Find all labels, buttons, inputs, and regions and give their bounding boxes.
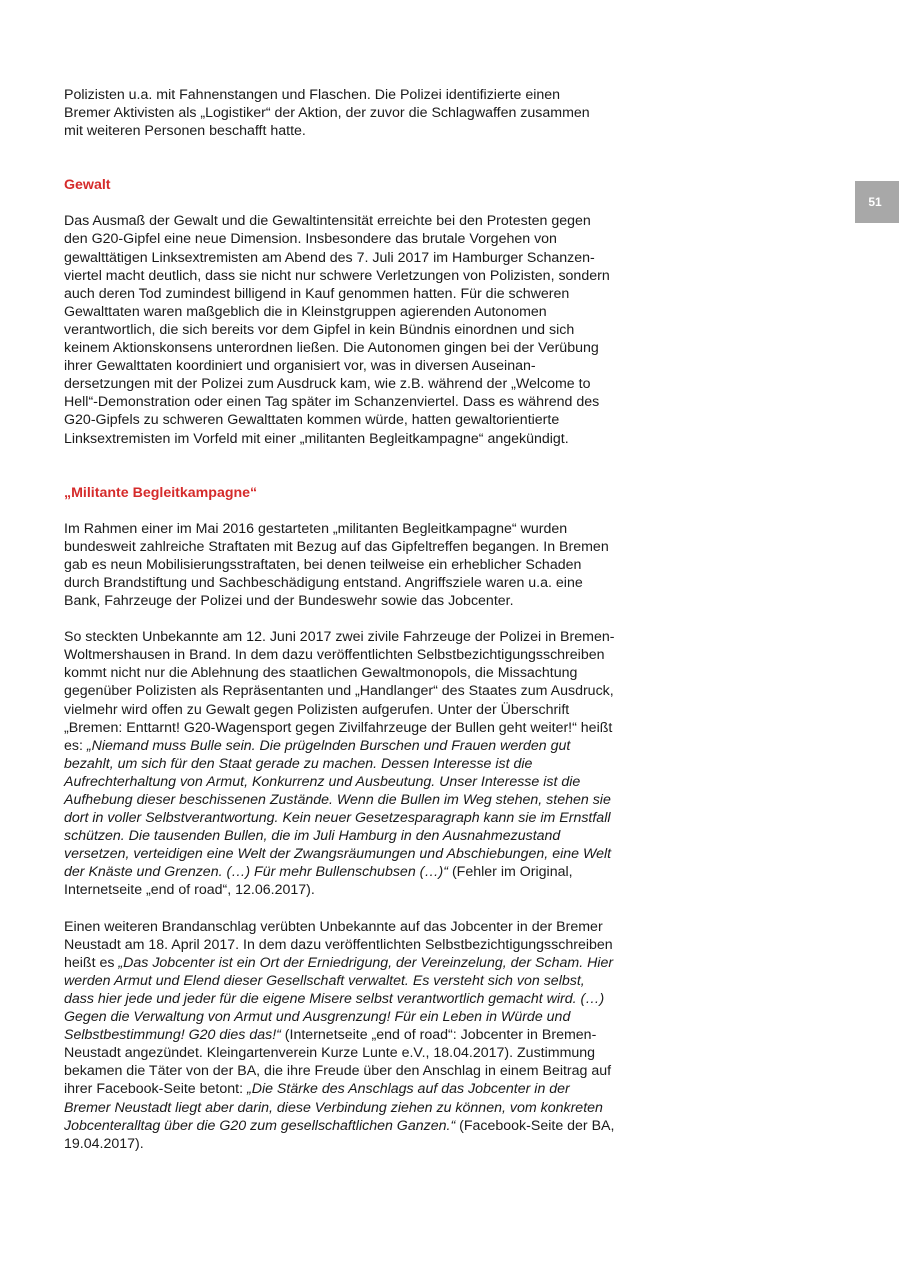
- page-number-tab: [855, 181, 899, 223]
- intro-paragraph: [64, 86, 616, 140]
- quote-segment: „Das Jobcenter ist ein Ort der Erniedrigung, der Vereinzelung, der Scham. Hier werden Armut und Elend dieser Gesellschaft verwaltet. Es versteht sich von selbst, dass hier jede und jeder für die eigene Misere selbst verantwortlich gemacht wird. (…) Gegen die Verwaltung von Armut und Ausgrenzung! Für ein Leben in Würde und Selbstbestimmung! G20 dies das!“: [64, 954, 614, 1044]
- intro-line: mit weiteren Personen beschafft hatte.: [64, 123, 306, 140]
- section-heading-gewalt: Gewalt: [64, 177, 111, 194]
- document-body: [64, 86, 616, 1153]
- section-heading-kampagne: „Militante Begleitkampagne“: [64, 484, 258, 501]
- quote-segment: „Niemand muss Bulle sein. Die prügelnden Burschen und Frauen werden gut bezahlt, um sich für den Staat gerade zu machen. Dessen Interesse ist die Aufrechterhaltung von Armut, Konkurrenz und Ausbeutung. Unser Interesse ist die Aufhebung dieser beschissenen Zustände. Wenn die Bullen im Weg stehen, stehen sie dort in voller Selbstverantwortung. Kein neuer Gesetzesparagraph kann sie im Ernstfall schützen. Die tausenden Bullen, die im Juli Hamburg in den Ausnahmezustand versetzen, verteidigen eine Welt der Zwangsräumungen und Abschiebungen, eine Welt der Knäste und Grenzen. (…) Für mehr Bullenschubsen (…)“: [64, 737, 612, 881]
- kampagne-paragraph-3: [64, 918, 616, 1153]
- page-number: 51: [868, 195, 882, 209]
- paragraph-segment: (Facebook-Seite der BA, 19.04.2017).: [64, 1117, 615, 1152]
- paragraph-segment: So steckten Unbekannte am 12. Juni 2017 zwei zivile Fahrzeuge der Polizei in Bremen-Woltmershausen in Brand. In dem dazu veröffentlichten Selbstbezichtigungsschreiben kommt nicht nur die Ablehnung des staatlichen Gewaltmonopols, die Missachtung gegenüber Polizisten als Repräsentanten und „Handlanger“ des Staates zum Ausdruck, vielmehr wird offen zu Gewalt gegen Polizisten aufgerufen. Unter der Überschrift „Bremen: Enttarnt! G20-Wagensport gegen Zivilfahrzeuge der Bullen geht weiter!“ heißt es:: [64, 629, 615, 754]
- paragraph-segment: Einen weiteren Brandanschlag verübten Unbekannte auf das Jobcenter in der Bremer Neustadt am 18. April 2017. In dem dazu veröffentlichten Selbstbezichtigungsschreiben heißt es: [64, 918, 613, 971]
- intro-line: Bremer Aktivisten als „Logistiker“ der Aktion, der zuvor die Schlagwaffen zusammen: [64, 105, 590, 122]
- paragraph-segment: (Fehler im Original, Internetseite „end of road“, 12.06.2017).: [64, 864, 573, 899]
- quote-segment: „Die Stärke des Anschlags auf das Jobcenter in der Bremer Neustadt liegt aber darin, diese Verbindung ziehen zu können, vom konkreten Jobcenteralltag über die G20 zum gesellschaftlichen Ganzen.“: [64, 1081, 603, 1134]
- paragraph-segment: (Internetseite „end of road“: Jobcenter in Bremen-Neustadt angezündet. Kleingartenverein Kurze Lunte e.V., 18.04.2017). Zustimmung bekamen die Täter von der BA, die ihre Freude über den Anschlag in einem Beitrag auf ihrer Facebook-Seite betont:: [64, 1027, 612, 1098]
- kampagne-paragraph-1: Im Rahmen einer im Mai 2016 gestarteten „militanten Begleitkampagne“ wurden bundesweit zahlreiche Straftaten mit Bezug auf das Gipfeltreffen begangen. In Bremen gab es neun Mobilisierungsstraftaten, bei denen teilweise ein erheblicher Schaden durch Brandstiftung und Sachbeschädigung entstand. Angriffsziele waren u.a. eine Bank, Fahrzeuge der Polizei und der Bundeswehr sowie das Jobcenter.: [64, 520, 609, 610]
- intro-line: Polizisten u.a. mit Fahnenstangen und Flaschen. Die Polizei identifizierte einen: [64, 87, 561, 103]
- kampagne-paragraph-2: [64, 628, 616, 899]
- gewalt-paragraph: Das Ausmaß der Gewalt und die Gewaltintensität erreichte bei den Protesten gegen den G20-Gipfel eine neue Dimension. Insbesondere das brutale Vorgehen von gewalttätigen Linksextremisten am Abend des 7. Juli 2017 im Hamburger Schanzenviertel macht deutlich, dass sie nicht nur schwere Verletzungen von Polizisten, sondern auch deren Tod zumindest billigend in Kauf genommen hatten. Für die schweren Gewalttaten waren maßgeblich die in Kleinstgruppen agierenden Autonomen verantwortlich, die sich bereits vor dem Gipfel in kein Bündnis einordnen und sich keinem Aktionskonsens unterordnen ließen. Die Autonomen gingen bei der Verübung ihrer Gewalttaten koordiniert und organisiert vor, was in diversen Auseinandersetzungen mit der Polizei zum Ausdruck kam, wie z.B. während der „Welcome to Hell“-Demonstration oder einen Tag später im Schanzenviertel. Dass es während des G20-Gipfels zu schweren Gewalttaten kommen würde, hatten gewaltorientierte Linksextremisten im Vorfeld mit einer „militanten Begleitkampagne“ angekündigt.: [64, 213, 610, 447]
